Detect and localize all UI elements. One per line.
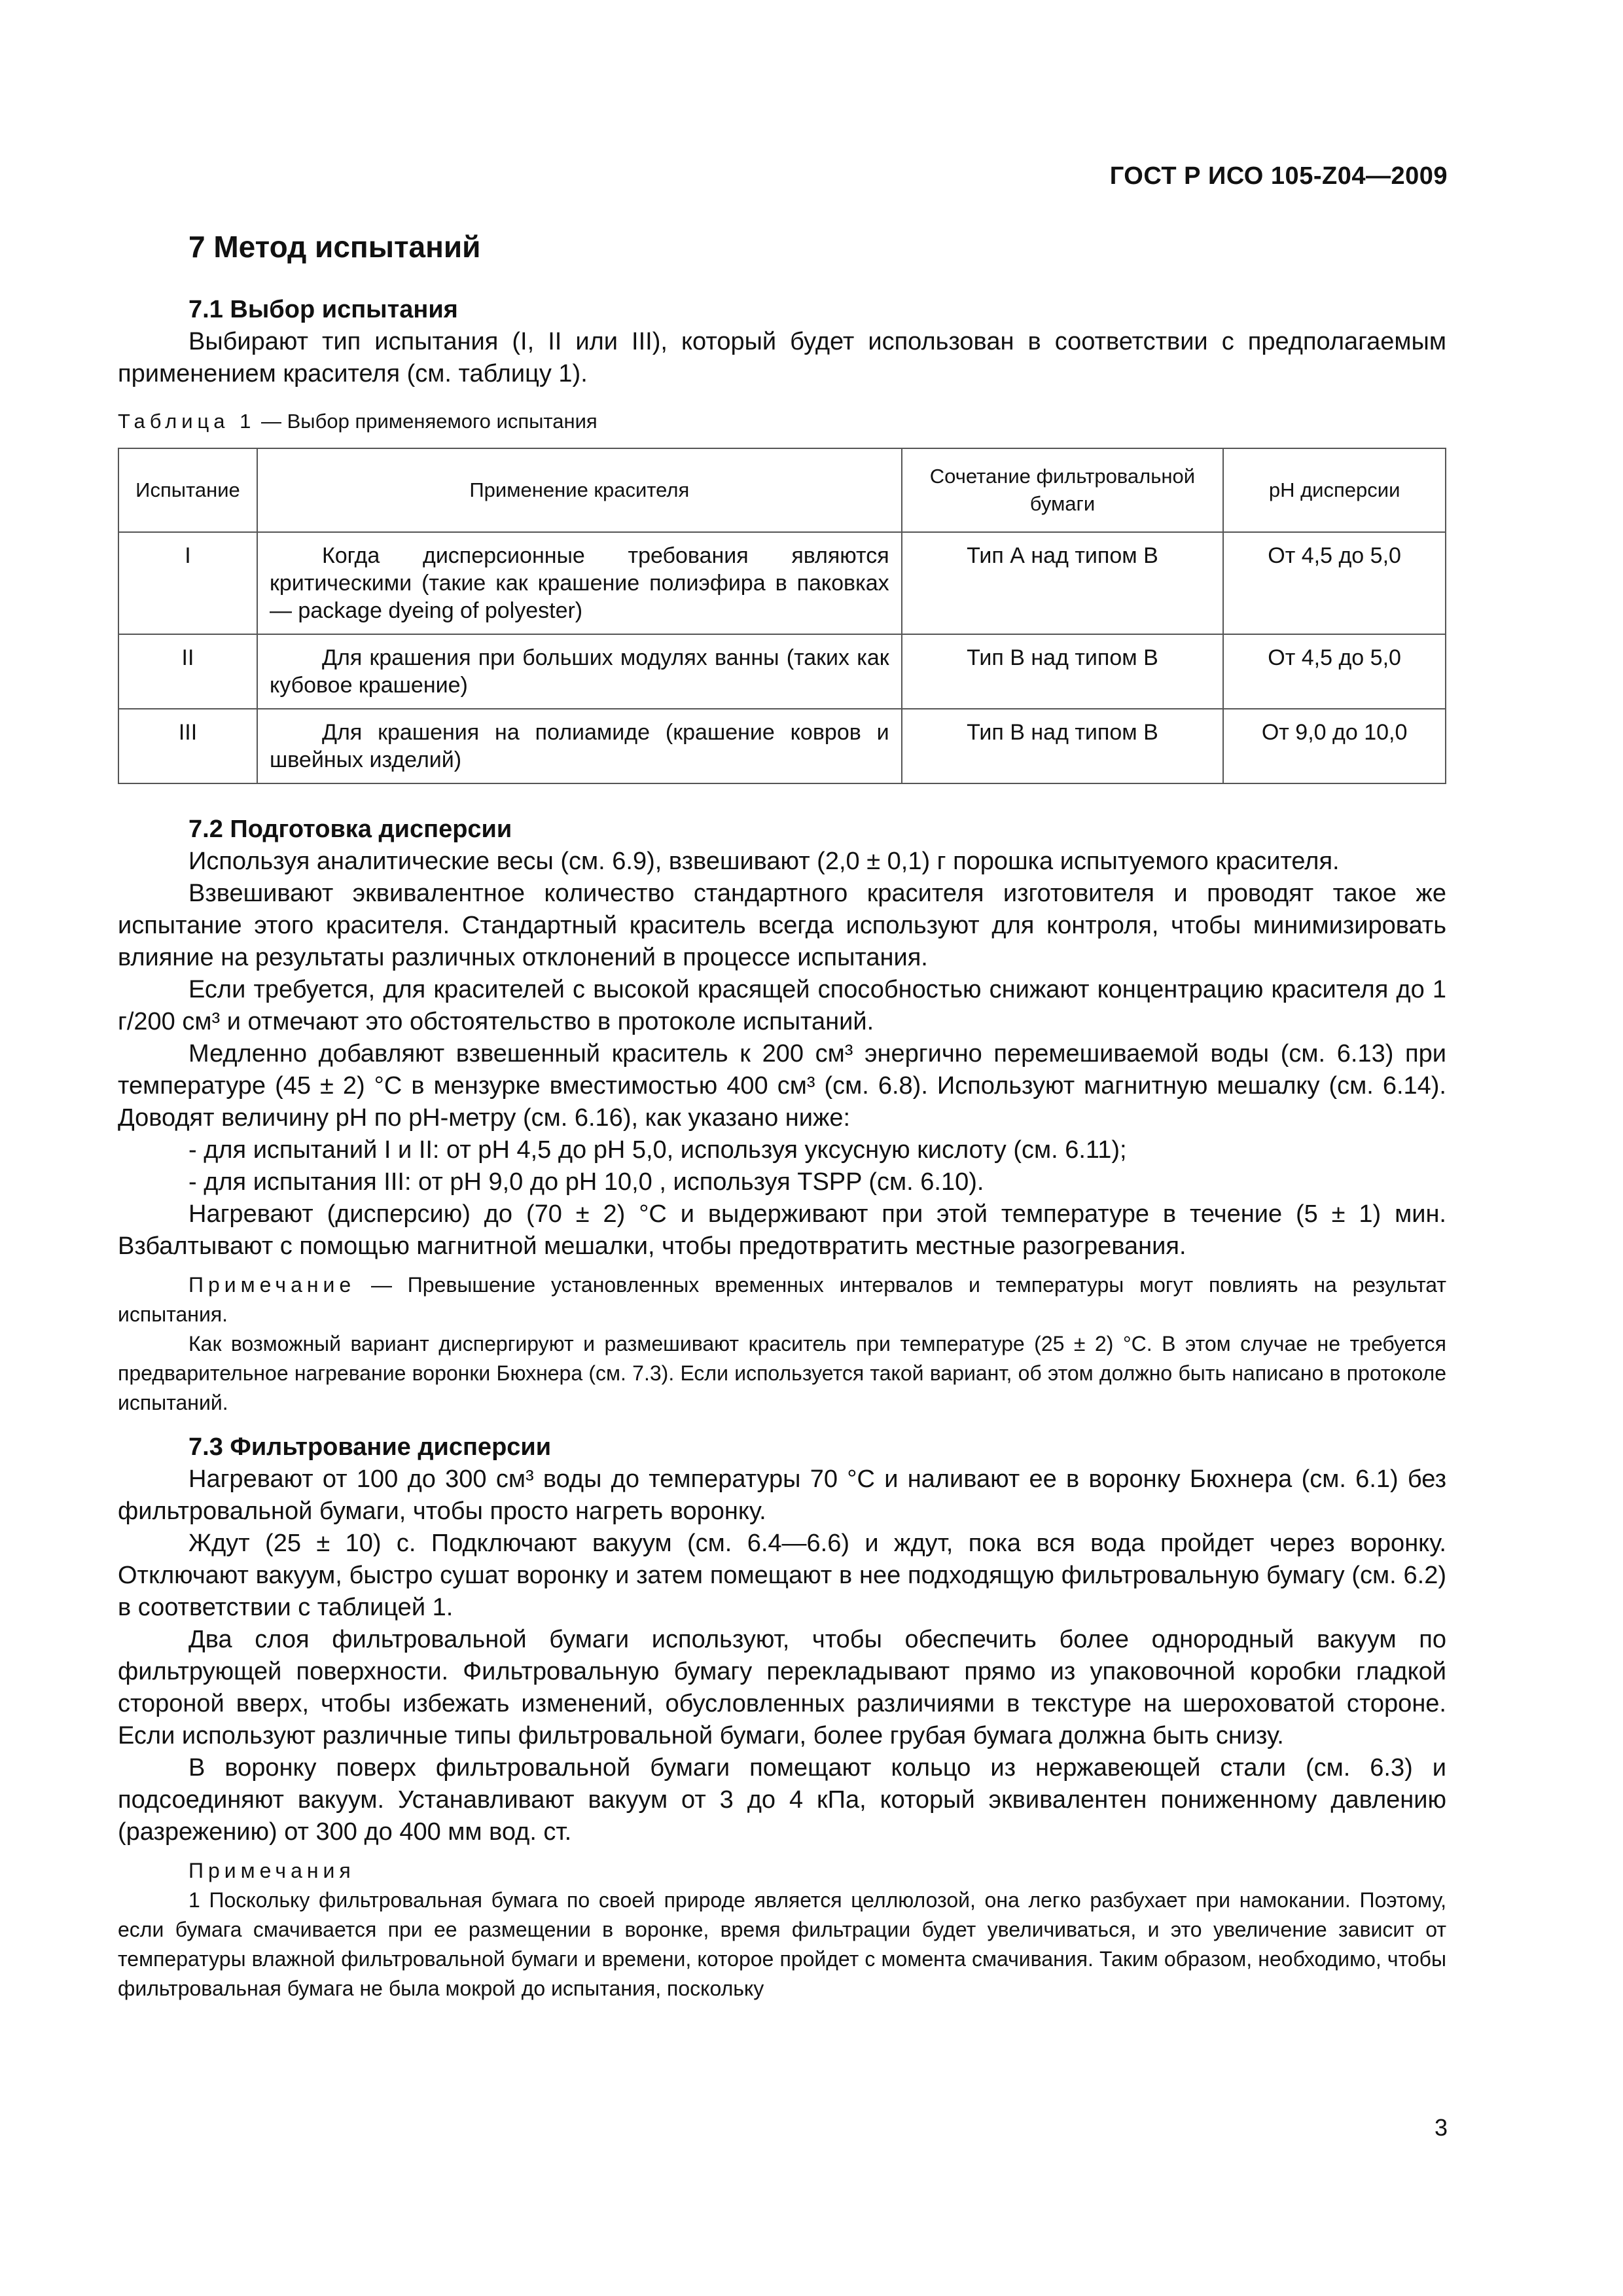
cell-paper: Тип В над типом В [902,634,1224,709]
paragraph: Используя аналитические весы (см. 6.9), взвешивают (2,0 ± 0,1) г порошка испытуемого красителя. [188,848,1340,875]
note-paragraph: 1 Поскольку фильтровальная бумага по своей природе является целлюлозой, она легко разбухает при намокании. Поэтому, если бумага смачивается при ее размещении в воронке, время фильтрации будет увеличиваться, и это увеличение зависит от температуры влажной фильтровальной бумаги и времени, которое пройдет с момента смачивания. Таким образом, необходимо, чтобы фильтровальная бумага не была мокрой до испытания, поскольку [118,1888,1446,2000]
header-application: Применение красителя [257,448,902,532]
cell-test: II [118,634,257,709]
subsection-title-7-1: 7.1 Выбор испытания [188,296,458,323]
section-title: 7 Метод испытаний [188,230,481,264]
note-text: — Превышение установленных временных интервалов и температуры могут повлиять на результат испытания. [118,1273,1446,1326]
table-row [118,532,1446,634]
paragraph: Выбирают тип испытания (I, II или III), который будет использован в соответствии с предполагаемым применением красителя (см. таблицу 1). [118,328,1446,387]
cell-paper: Тип А над типом В [902,532,1224,634]
note-paragraph: Как возможный вариант диспергируют и размешивают краситель при температуре (25 ± 2) °С. В этом случае не требуется предварительное нагревание воронки Бюхнера (см. 7.3). Если используется такой вариант, об этом должно быть написано в протоколе испытаний. [118,1332,1446,1414]
paragraph: Если требуется, для красителей с высокой красящей способностью снижают концентрацию красителя до 1 г/200 см³ и отмечают это обстоятельство в протоколе испытаний. [118,976,1446,1035]
paragraph: Нагревают от 100 до 300 см³ воды до температуры 70 °С и наливают ее в воронку Бюхнера (см. 6.1) без фильтровальной бумаги, чтобы просто нагреть воронку. [118,1465,1446,1525]
header-paper: Сочетание фильтровальной бумаги [902,448,1224,532]
paragraph: Ждут (25 ± 10) с. Подключают вакуум (см. 6.4—6.6) и ждут, пока вся вода пройдет через воронку. Отключают вакуум, быстро сушат воронку и затем помещают в нее подходящую фильтровальную бумагу (см. 6.2) в соответствии с таблицей 1. [118,1530,1446,1621]
header-ph: pH дисперсии [1223,448,1446,532]
paragraph: Взвешивают эквивалентное количество стандартного красителя изготовителя и проводят такое же испытание этого красителя. Стандартный краситель всегда используют для контроля, чтобы минимизировать влияние на результаты различных отклонений в процессе испытания. [118,880,1446,971]
table-caption [118,408,1446,435]
notes-label: Примечания [188,1859,355,1882]
cell-ph: От 4,5 до 5,0 [1223,532,1446,634]
cell-application: Для крашения на полиамиде (крашение ковров и швейных изделий) [257,709,902,783]
cell-ph: От 9,0 до 10,0 [1223,709,1446,783]
subsection-title-7-3: 7.3 Фильтрование дисперсии [188,1433,552,1461]
note [118,1270,1446,1329]
table-caption-prefix: Таблица 1 [118,410,256,433]
cell-application: Для крашения при больших модулях ванны (таких как кубовое крашение) [257,634,902,709]
header-test: Испытание [118,448,257,532]
paragraph: Нагревают (дисперсию) до (70 ± 2) °С и выдерживают при этой температуре в течение (5 ± 1) мин. Взбалтывают с помощью магнитной мешалки, чтобы предотвратить местные разогревания. [118,1200,1446,1260]
table-row [118,709,1446,783]
paragraph: В воронку поверх фильтровальной бумаги помещают кольцо из нержавеющей стали (см. 6.3) и подсоединяют вакуум. Устанавливают вакуум от 3 до 4 кПа, который эквивалентен пониженному давлению (разрежению) от 300 до 400 мм вод. ст. [118,1754,1446,1846]
cell-test: III [118,709,257,783]
cell-test: I [118,532,257,634]
list-item: - для испытаний I и II: от pH 4,5 до pH 5,0, используя уксусную кислоту (см. 6.11); [188,1136,1127,1164]
table-row [118,634,1446,709]
note-label: Примечание [188,1273,356,1297]
table-caption-text: — Выбор применяемого испытания [255,410,597,433]
cell-ph: От 4,5 до 5,0 [1223,634,1446,709]
paragraph: Медленно добавляют взвешенный краситель к 200 см³ энергично перемешиваемой воды (см. 6.13) при температуре (45 ± 2) °С в мензурке вместимостью 400 см³ (см. 6.8). Используют магнитную мешалку (см. 6.14). Доводят величину pH по pH-метру (см. 6.16), как указано ниже: [118,1040,1446,1132]
list-item: - для испытания III: от pH 9,0 до pH 10,0 , используя TSPP (см. 6.10). [188,1168,984,1196]
cell-paper: Тип В над типом В [902,709,1224,783]
selection-table [118,448,1446,784]
page-number: 3 [1434,2114,1448,2141]
paragraph: Два слоя фильтровальной бумаги используют, чтобы обеспечить более однородный вакуум по фильтрующей поверхности. Фильтровальную бумагу перекладывают прямо из упаковочной коробки гладкой стороной вверх, чтобы избежать изменений, обусловленных различиями в текстуре на шероховатой стороне. Если используют различные типы фильтровальной бумаги, более грубая бумага должна быть снизу. [118,1626,1446,1749]
table-header-row [118,448,1446,532]
cell-application: Когда дисперсионные требования являются критическими (такие как крашение полиэфира в паковках — package dyeing of polyester) [257,532,902,634]
page-content [118,229,1446,2003]
subsection-title-7-2: 7.2 Подготовка дисперсии [188,816,512,843]
document-code: ГОСТ Р ИСО 105-Z04—2009 [1109,162,1448,190]
